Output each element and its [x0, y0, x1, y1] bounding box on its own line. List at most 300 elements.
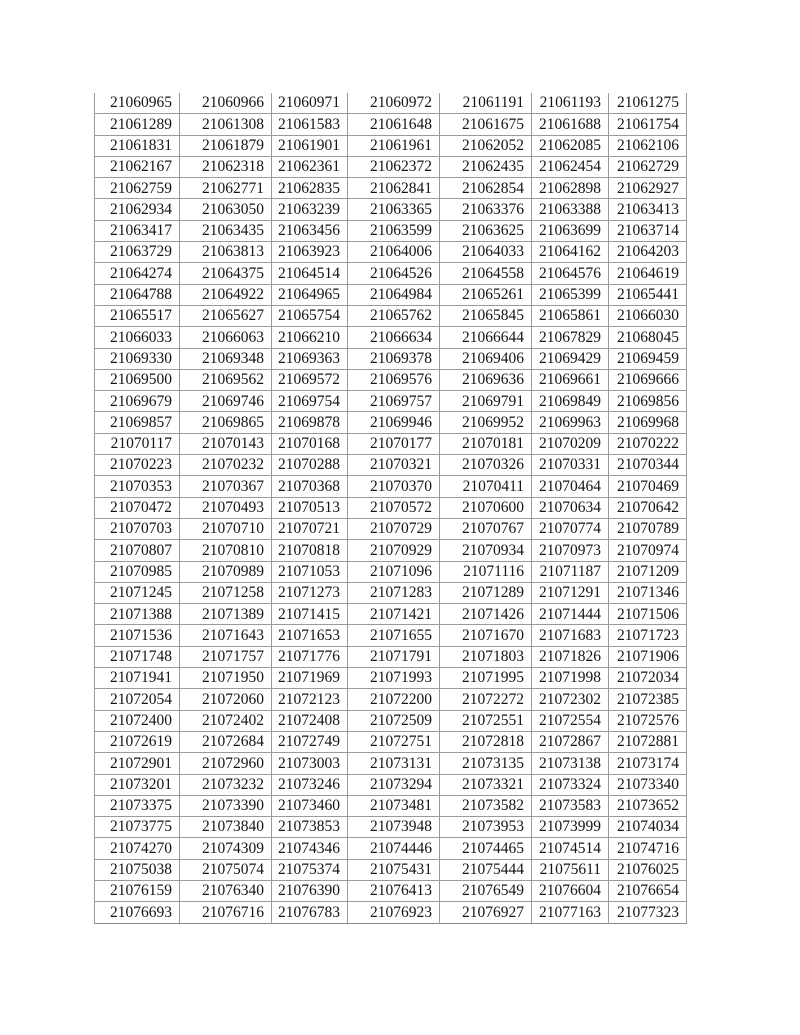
table-cell: 21076923	[348, 902, 440, 923]
table-cell: 21072901	[95, 753, 180, 774]
table-cell: 21069968	[609, 412, 687, 433]
table-cell: 21073294	[348, 774, 440, 795]
table-cell: 21076159	[95, 880, 180, 901]
table-cell: 21071346	[609, 582, 687, 603]
table-cell: 21071426	[440, 604, 532, 625]
table-cell: 21069572	[272, 369, 348, 390]
table-cell: 21065627	[180, 305, 272, 326]
table-cell: 21071670	[440, 625, 532, 646]
table-cell: 21068045	[609, 327, 687, 348]
table-cell: 21062854	[440, 178, 532, 199]
table-cell: 21062898	[532, 178, 609, 199]
table-cell: 21070370	[348, 476, 440, 497]
table-row	[95, 263, 687, 284]
table-cell: 21071643	[180, 625, 272, 646]
table-row	[95, 795, 687, 816]
table-cell: 21062927	[609, 178, 687, 199]
table-cell: 21071273	[272, 582, 348, 603]
table-cell: 21069363	[272, 348, 348, 369]
table-cell: 21066644	[440, 327, 532, 348]
table-cell: 21062934	[95, 199, 180, 220]
table-cell: 21069849	[532, 391, 609, 412]
table-cell: 21069500	[95, 369, 180, 390]
table-cell: 21070321	[348, 455, 440, 476]
table-cell: 21074446	[348, 838, 440, 859]
table-cell: 21073324	[532, 774, 609, 795]
table-row	[95, 433, 687, 454]
table-cell: 21070177	[348, 433, 440, 454]
table-cell: 21071757	[180, 646, 272, 667]
table-cell: 21069378	[348, 348, 440, 369]
table-cell: 21076654	[609, 880, 687, 901]
table-cell: 21071187	[532, 561, 609, 582]
table-row	[95, 497, 687, 518]
table-cell: 21062085	[532, 135, 609, 156]
table-cell: 21060972	[348, 93, 440, 114]
table-cell: 21076549	[440, 880, 532, 901]
table-cell: 21072385	[609, 689, 687, 710]
table-row	[95, 518, 687, 539]
table-cell: 21070767	[440, 518, 532, 539]
table-cell: 21065441	[609, 284, 687, 305]
table-cell: 21076390	[272, 880, 348, 901]
table-cell: 21070181	[440, 433, 532, 454]
table-cell: 21069562	[180, 369, 272, 390]
table-row	[95, 284, 687, 305]
table-cell: 21070472	[95, 497, 180, 518]
table-cell: 21071388	[95, 604, 180, 625]
table-cell: 21076927	[440, 902, 532, 923]
table-cell: 21061275	[609, 93, 687, 114]
table-cell: 21073174	[609, 753, 687, 774]
table-cell: 21071258	[180, 582, 272, 603]
table-cell: 21061583	[272, 114, 348, 135]
table-cell: 21070464	[532, 476, 609, 497]
table-cell: 21060971	[272, 93, 348, 114]
table-row	[95, 135, 687, 156]
table-cell: 21074309	[180, 838, 272, 859]
table-cell: 21064984	[348, 284, 440, 305]
table-row	[95, 455, 687, 476]
table-cell: 21072054	[95, 689, 180, 710]
table-cell: 21070232	[180, 455, 272, 476]
table-cell: 21063376	[440, 199, 532, 220]
table-cell: 21061648	[348, 114, 440, 135]
table-cell: 21071096	[348, 561, 440, 582]
table-cell: 21073390	[180, 795, 272, 816]
table-row	[95, 348, 687, 369]
table-cell: 21070368	[272, 476, 348, 497]
table-cell: 21064619	[609, 263, 687, 284]
table-cell: 21062454	[532, 156, 609, 177]
table-cell: 21076716	[180, 902, 272, 923]
table-cell: 21060965	[95, 93, 180, 114]
table-cell: 21067829	[532, 327, 609, 348]
table-cell: 21063435	[180, 220, 272, 241]
table-cell: 21070818	[272, 540, 348, 561]
table-cell: 21076693	[95, 902, 180, 923]
table-cell: 21063050	[180, 199, 272, 220]
table-cell: 21064375	[180, 263, 272, 284]
table-cell: 21073321	[440, 774, 532, 795]
table-cell: 21075611	[532, 859, 609, 880]
table-cell: 21065754	[272, 305, 348, 326]
table-cell: 21070513	[272, 497, 348, 518]
table-cell: 21066033	[95, 327, 180, 348]
table-cell: 21076413	[348, 880, 440, 901]
table-cell: 21061831	[95, 135, 180, 156]
table-cell: 21062835	[272, 178, 348, 199]
table-row	[95, 668, 687, 689]
table-cell: 21071791	[348, 646, 440, 667]
table-cell: 21070774	[532, 518, 609, 539]
table-cell: 21061191	[440, 93, 532, 114]
table-cell: 21061901	[272, 135, 348, 156]
table-cell: 21073131	[348, 753, 440, 774]
table-cell: 21074270	[95, 838, 180, 859]
table-cell: 21070117	[95, 433, 180, 454]
table-cell: 21071748	[95, 646, 180, 667]
table-cell: 21069946	[348, 412, 440, 433]
table-cell: 21072034	[609, 668, 687, 689]
table-cell: 21070703	[95, 518, 180, 539]
table-cell: 21070973	[532, 540, 609, 561]
table-cell: 21073652	[609, 795, 687, 816]
table-cell: 21076783	[272, 902, 348, 923]
table-cell: 21064162	[532, 242, 609, 263]
table-cell: 21069661	[532, 369, 609, 390]
table-row	[95, 93, 687, 114]
table-cell: 21061688	[532, 114, 609, 135]
table-cell: 21072200	[348, 689, 440, 710]
table-cell: 21070168	[272, 433, 348, 454]
table-cell: 21073138	[532, 753, 609, 774]
table-cell: 21070326	[440, 455, 532, 476]
table-cell: 21070934	[440, 540, 532, 561]
roll-number-table-body	[95, 93, 687, 923]
table-cell: 21072751	[348, 731, 440, 752]
table-cell: 21071444	[532, 604, 609, 625]
table-cell: 21071053	[272, 561, 348, 582]
table-cell: 21069576	[348, 369, 440, 390]
table-cell: 21071969	[272, 668, 348, 689]
table-cell: 21062771	[180, 178, 272, 199]
table-row	[95, 305, 687, 326]
table-cell: 21071998	[532, 668, 609, 689]
table-cell: 21069757	[348, 391, 440, 412]
table-cell: 21072554	[532, 710, 609, 731]
table-cell: 21063239	[272, 199, 348, 220]
table-cell: 21074716	[609, 838, 687, 859]
table-cell: 21070810	[180, 540, 272, 561]
table-cell: 21060966	[180, 93, 272, 114]
table-cell: 21071655	[348, 625, 440, 646]
table-cell: 21070974	[609, 540, 687, 561]
table-cell: 21070989	[180, 561, 272, 582]
table-cell: 21075038	[95, 859, 180, 880]
table-cell: 21062372	[348, 156, 440, 177]
table-cell: 21072400	[95, 710, 180, 731]
table-row	[95, 582, 687, 603]
table-cell: 21073583	[532, 795, 609, 816]
table-cell: 21071776	[272, 646, 348, 667]
table-cell: 21061308	[180, 114, 272, 135]
table-cell: 21070985	[95, 561, 180, 582]
table-cell: 21073232	[180, 774, 272, 795]
table-cell: 21075431	[348, 859, 440, 880]
table-row	[95, 540, 687, 561]
table-cell: 21064033	[440, 242, 532, 263]
table-cell: 21069857	[95, 412, 180, 433]
table-cell: 21063923	[272, 242, 348, 263]
table-cell: 21070634	[532, 497, 609, 518]
table-cell: 21061675	[440, 114, 532, 135]
table-cell: 21070344	[609, 455, 687, 476]
table-cell: 21065261	[440, 284, 532, 305]
table-cell: 21076340	[180, 880, 272, 901]
table-cell: 21071993	[348, 668, 440, 689]
table-cell: 21061879	[180, 135, 272, 156]
table-cell: 21073775	[95, 817, 180, 838]
table-cell: 21062841	[348, 178, 440, 199]
table-cell: 21073948	[348, 817, 440, 838]
table-row	[95, 902, 687, 923]
table-cell: 21072123	[272, 689, 348, 710]
table-cell: 21062052	[440, 135, 532, 156]
table-cell: 21074034	[609, 817, 687, 838]
table-cell: 21071723	[609, 625, 687, 646]
table-row	[95, 625, 687, 646]
table-cell: 21066063	[180, 327, 272, 348]
table-cell: 21069856	[609, 391, 687, 412]
table-row	[95, 880, 687, 901]
table-cell: 21063599	[348, 220, 440, 241]
table-cell: 21073840	[180, 817, 272, 838]
table-cell: 21077323	[609, 902, 687, 923]
table-cell: 21070493	[180, 497, 272, 518]
table-cell: 21062435	[440, 156, 532, 177]
table-cell: 21072272	[440, 689, 532, 710]
table-cell: 21072881	[609, 731, 687, 752]
table-row	[95, 156, 687, 177]
table-cell: 21071826	[532, 646, 609, 667]
table-row	[95, 604, 687, 625]
table-cell: 21063388	[532, 199, 609, 220]
table-cell: 21072867	[532, 731, 609, 752]
table-cell: 21064922	[180, 284, 272, 305]
table-cell: 21064203	[609, 242, 687, 263]
table-cell: 21069952	[440, 412, 532, 433]
table-cell: 21072509	[348, 710, 440, 731]
table-cell: 21070600	[440, 497, 532, 518]
roll-number-table	[94, 93, 687, 924]
table-cell: 21073246	[272, 774, 348, 795]
table-cell: 21061193	[532, 93, 609, 114]
table-cell: 21074346	[272, 838, 348, 859]
table-cell: 21072818	[440, 731, 532, 752]
table-cell: 21064526	[348, 263, 440, 284]
table-cell: 21073953	[440, 817, 532, 838]
table-cell: 21071415	[272, 604, 348, 625]
table-cell: 21070331	[532, 455, 609, 476]
table-cell: 21064788	[95, 284, 180, 305]
table-row	[95, 731, 687, 752]
table-row	[95, 646, 687, 667]
table-cell: 21070721	[272, 518, 348, 539]
table-cell: 21063413	[609, 199, 687, 220]
table-cell: 21064514	[272, 263, 348, 284]
table-cell: 21070223	[95, 455, 180, 476]
table-cell: 21063699	[532, 220, 609, 241]
table-row	[95, 689, 687, 710]
table-cell: 21070469	[609, 476, 687, 497]
table-cell: 21071950	[180, 668, 272, 689]
table-cell: 21071116	[440, 561, 532, 582]
table-row	[95, 859, 687, 880]
table-cell: 21069429	[532, 348, 609, 369]
table-cell: 21070642	[609, 497, 687, 518]
table-cell: 21072576	[609, 710, 687, 731]
table-cell: 21071421	[348, 604, 440, 625]
table-row	[95, 561, 687, 582]
table-cell: 21066210	[272, 327, 348, 348]
table-cell: 21073375	[95, 795, 180, 816]
table-cell: 21073582	[440, 795, 532, 816]
table-cell: 21064965	[272, 284, 348, 305]
table-cell: 21076604	[532, 880, 609, 901]
table-cell: 21072749	[272, 731, 348, 752]
table-cell: 21071653	[272, 625, 348, 646]
table-cell: 21069754	[272, 391, 348, 412]
table-cell: 21075374	[272, 859, 348, 880]
table-cell: 21071283	[348, 582, 440, 603]
table-row	[95, 178, 687, 199]
table-cell: 21072551	[440, 710, 532, 731]
table-cell: 21063714	[609, 220, 687, 241]
table-cell: 21069636	[440, 369, 532, 390]
table-cell: 21064006	[348, 242, 440, 263]
table-cell: 21065845	[440, 305, 532, 326]
table-cell: 21066634	[348, 327, 440, 348]
table-cell: 21071803	[440, 646, 532, 667]
table-cell: 21070288	[272, 455, 348, 476]
table-cell: 21061754	[609, 114, 687, 135]
table-cell: 21074514	[532, 838, 609, 859]
table-cell: 21072402	[180, 710, 272, 731]
table-cell: 21072060	[180, 689, 272, 710]
table-cell: 21062167	[95, 156, 180, 177]
table-cell: 21070143	[180, 433, 272, 454]
table-cell: 21072408	[272, 710, 348, 731]
table-cell: 21071536	[95, 625, 180, 646]
table-cell: 21071995	[440, 668, 532, 689]
table-cell: 21077163	[532, 902, 609, 923]
table-cell: 21071906	[609, 646, 687, 667]
table-cell: 21069878	[272, 412, 348, 433]
table-cell: 21069666	[609, 369, 687, 390]
table-row	[95, 774, 687, 795]
table-cell: 21075074	[180, 859, 272, 880]
table-cell: 21065399	[532, 284, 609, 305]
table-cell: 21070929	[348, 540, 440, 561]
table-cell: 21063365	[348, 199, 440, 220]
table-cell: 21073135	[440, 753, 532, 774]
table-cell: 21073340	[609, 774, 687, 795]
table-cell: 21062361	[272, 156, 348, 177]
table-cell: 21072960	[180, 753, 272, 774]
table-row	[95, 391, 687, 412]
table-row	[95, 476, 687, 497]
table-cell: 21063813	[180, 242, 272, 263]
table-cell: 21071291	[532, 582, 609, 603]
table-cell: 21062729	[609, 156, 687, 177]
table-cell: 21061961	[348, 135, 440, 156]
table-cell: 21069679	[95, 391, 180, 412]
table-cell: 21069963	[532, 412, 609, 433]
table-cell: 21063729	[95, 242, 180, 263]
table-row	[95, 753, 687, 774]
table-cell: 21063625	[440, 220, 532, 241]
table-cell: 21071289	[440, 582, 532, 603]
table-cell: 21070572	[348, 497, 440, 518]
table-cell: 21073999	[532, 817, 609, 838]
table-cell: 21073460	[272, 795, 348, 816]
table-cell: 21069746	[180, 391, 272, 412]
table-cell: 21061289	[95, 114, 180, 135]
table-cell: 21069330	[95, 348, 180, 369]
table-cell: 21071389	[180, 604, 272, 625]
table-cell: 21074465	[440, 838, 532, 859]
table-cell: 21070807	[95, 540, 180, 561]
table-cell: 21071941	[95, 668, 180, 689]
table-row	[95, 242, 687, 263]
table-cell: 21064558	[440, 263, 532, 284]
table-cell: 21076025	[609, 859, 687, 880]
table-cell: 21072619	[95, 731, 180, 752]
table-cell: 21070353	[95, 476, 180, 497]
table-row	[95, 220, 687, 241]
table-row	[95, 710, 687, 731]
table-cell: 21073003	[272, 753, 348, 774]
table-cell: 21072302	[532, 689, 609, 710]
table-cell: 21069348	[180, 348, 272, 369]
table-cell: 21064576	[532, 263, 609, 284]
table-row	[95, 327, 687, 348]
table-cell: 21073853	[272, 817, 348, 838]
table-cell: 21069791	[440, 391, 532, 412]
table-cell: 21062318	[180, 156, 272, 177]
table-cell: 21063456	[272, 220, 348, 241]
table-cell: 21073201	[95, 774, 180, 795]
table-cell: 21065861	[532, 305, 609, 326]
table-cell: 21064274	[95, 263, 180, 284]
table-row	[95, 114, 687, 135]
table-row	[95, 412, 687, 433]
table-cell: 21063417	[95, 220, 180, 241]
table-cell: 21070209	[532, 433, 609, 454]
table-cell: 21071506	[609, 604, 687, 625]
table-cell: 21070710	[180, 518, 272, 539]
table-cell: 21070222	[609, 433, 687, 454]
table-cell: 21065762	[348, 305, 440, 326]
table-cell: 21069406	[440, 348, 532, 369]
table-cell: 21065517	[95, 305, 180, 326]
table-cell: 21069459	[609, 348, 687, 369]
table-cell: 21069865	[180, 412, 272, 433]
table-row	[95, 199, 687, 220]
table-cell: 21071245	[95, 582, 180, 603]
table-cell: 21072684	[180, 731, 272, 752]
